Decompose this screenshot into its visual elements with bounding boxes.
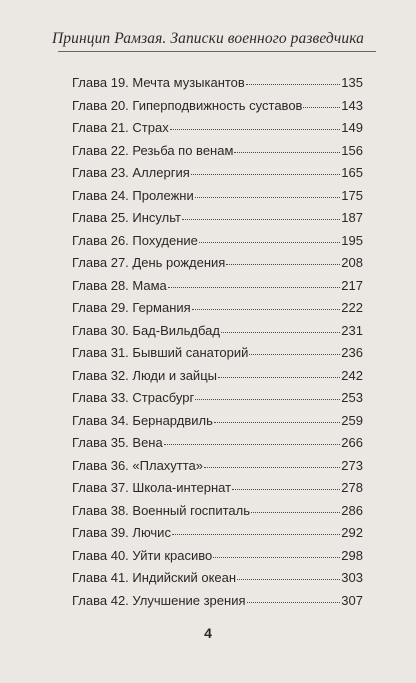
toc-entry-title: Глава 31. Бывший санаторий bbox=[72, 345, 249, 360]
toc-entry-title: Глава 37. Школа-интернат bbox=[72, 480, 232, 495]
toc-entry-page: 307 bbox=[341, 592, 363, 608]
toc-entry bbox=[72, 119, 363, 142]
toc-entry-title: Глава 36. «Плахутта» bbox=[72, 457, 204, 473]
toc-entry-page: 253 bbox=[341, 390, 363, 405]
toc-entry-title: Глава 20. Гиперподвижность суставов bbox=[72, 97, 303, 113]
toc-entry-title: Глава 30. Бад-Вильдбад bbox=[72, 322, 220, 338]
toc-entry-title: Глава 23. Аллергия bbox=[72, 165, 190, 180]
toc-entry-title: Глава 39. Лючис bbox=[72, 525, 171, 540]
toc-entry bbox=[72, 209, 363, 232]
toc-entry-title: Глава 42. Улучшение зрения bbox=[72, 592, 246, 608]
toc-entry bbox=[72, 254, 363, 277]
toc-entry-page: 259 bbox=[341, 412, 363, 428]
toc-entry bbox=[72, 232, 363, 255]
toc-entry bbox=[72, 142, 363, 165]
toc-dot-leader bbox=[218, 377, 340, 378]
toc-entry-page: 165 bbox=[341, 165, 363, 180]
page-number: 4 bbox=[204, 625, 212, 641]
toc-entry bbox=[72, 524, 363, 547]
toc-entry bbox=[72, 502, 363, 525]
toc-entry bbox=[72, 97, 363, 120]
toc-dot-leader bbox=[172, 534, 340, 535]
toc-entry-page: 143 bbox=[341, 97, 363, 113]
toc-dot-leader bbox=[213, 557, 340, 558]
toc-entry-title: Глава 38. Военный госпиталь bbox=[72, 502, 251, 518]
toc-dot-leader bbox=[168, 287, 341, 288]
toc-entry-title: Глава 34. Бернардвиль bbox=[72, 412, 213, 428]
toc-dot-leader bbox=[234, 152, 340, 153]
toc-entry bbox=[72, 479, 363, 502]
toc-entry-page: 242 bbox=[341, 367, 363, 383]
toc-dot-leader bbox=[199, 242, 340, 243]
table-of-contents bbox=[72, 74, 363, 614]
toc-dot-leader bbox=[221, 332, 340, 333]
toc-entry-page: 231 bbox=[341, 322, 363, 338]
toc-entry-title: Глава 28. Мама bbox=[72, 277, 167, 293]
toc-entry-title: Глава 19. Мечта музыкантов bbox=[72, 75, 245, 90]
toc-entry bbox=[72, 569, 363, 592]
toc-entry bbox=[72, 457, 363, 480]
toc-entry-page: 156 bbox=[341, 142, 363, 158]
toc-entry-title: Глава 22. Резьба по венам bbox=[72, 142, 234, 158]
toc-entry-page: 266 bbox=[341, 435, 363, 450]
toc-dot-leader bbox=[195, 197, 341, 198]
toc-entry-page: 175 bbox=[341, 187, 363, 203]
toc-entry-page: 208 bbox=[341, 255, 363, 270]
toc-dot-leader bbox=[204, 467, 340, 468]
toc-dot-leader bbox=[303, 107, 340, 108]
toc-dot-leader bbox=[170, 129, 341, 130]
toc-entry-title: Глава 32. Люди и зайцы bbox=[72, 367, 217, 383]
toc-entry-title: Глава 27. День рождения bbox=[72, 255, 226, 270]
toc-dot-leader bbox=[249, 354, 340, 355]
toc-entry bbox=[72, 74, 363, 97]
toc-entry-page: 298 bbox=[341, 547, 363, 563]
toc-entry-page: 187 bbox=[341, 210, 363, 225]
toc-entry bbox=[72, 547, 363, 570]
toc-entry-page: 222 bbox=[341, 300, 363, 315]
toc-dot-leader bbox=[247, 602, 341, 603]
toc-dot-leader bbox=[232, 489, 340, 490]
toc-entry-title: Глава 41. Индийский океан bbox=[72, 570, 237, 585]
toc-entry-page: 149 bbox=[341, 120, 363, 135]
toc-entry-title: Глава 25. Инсульт bbox=[72, 210, 181, 225]
toc-entry bbox=[72, 187, 363, 210]
toc-dot-leader bbox=[246, 84, 340, 85]
toc-entry bbox=[72, 367, 363, 390]
toc-entry-title: Глава 24. Пролежни bbox=[72, 187, 194, 203]
toc-entry-page: 195 bbox=[341, 232, 363, 248]
toc-entry bbox=[72, 164, 363, 187]
toc-dot-leader bbox=[191, 174, 341, 175]
toc-entry-title: Глава 40. Уйти красиво bbox=[72, 547, 213, 563]
toc-dot-leader bbox=[164, 444, 341, 445]
toc-dot-leader bbox=[237, 579, 340, 580]
toc-entry-page: 292 bbox=[341, 525, 363, 540]
toc-entry-title: Глава 33. Страсбург bbox=[72, 390, 195, 405]
toc-entry bbox=[72, 322, 363, 345]
header-rule bbox=[58, 51, 376, 52]
toc-dot-leader bbox=[226, 264, 340, 265]
toc-entry-page: 273 bbox=[341, 457, 363, 473]
toc-entry-page: 217 bbox=[341, 277, 363, 293]
toc-entry-page: 303 bbox=[341, 570, 363, 585]
toc-entry bbox=[72, 412, 363, 435]
toc-entry bbox=[72, 344, 363, 367]
toc-entry-title: Глава 29. Германия bbox=[72, 300, 191, 315]
toc-entry bbox=[72, 299, 363, 322]
toc-dot-leader bbox=[214, 422, 340, 423]
toc-entry-page: 236 bbox=[341, 345, 363, 360]
toc-entry bbox=[72, 592, 363, 615]
toc-entry-title: Глава 21. Страх bbox=[72, 120, 169, 135]
toc-dot-leader bbox=[192, 309, 341, 310]
running-head-title: Принцип Рамзая. Записки военного разведчика bbox=[51, 30, 365, 47]
toc-entry bbox=[72, 434, 363, 457]
toc-dot-leader bbox=[195, 399, 340, 400]
toc-entry-page: 135 bbox=[341, 75, 363, 90]
toc-dot-leader bbox=[251, 512, 340, 513]
toc-entry-title: Глава 26. Похудение bbox=[72, 232, 198, 248]
toc-entry bbox=[72, 277, 363, 300]
toc-entry-page: 278 bbox=[341, 480, 363, 495]
toc-entry-title: Глава 35. Вена bbox=[72, 435, 163, 450]
toc-entry bbox=[72, 389, 363, 412]
toc-dot-leader bbox=[182, 219, 340, 220]
toc-entry-page: 286 bbox=[341, 502, 363, 518]
